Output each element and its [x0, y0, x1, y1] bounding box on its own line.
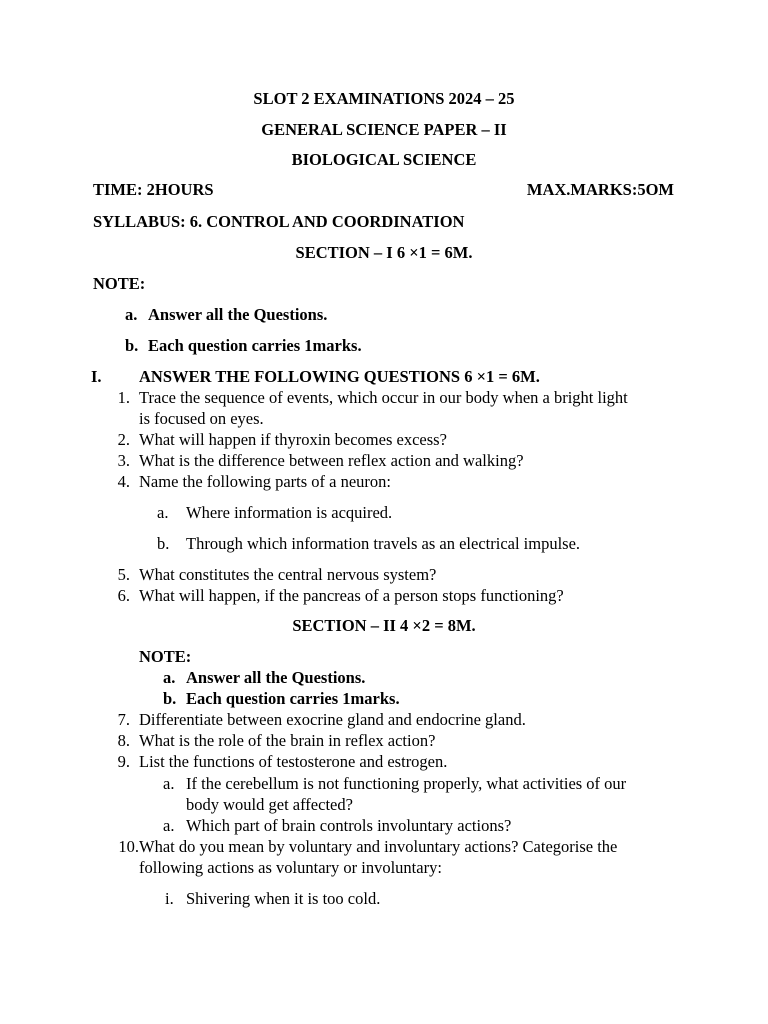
- question-1-line-2: is focused on eyes.: [139, 409, 264, 428]
- section-1-note-a-marker: a.: [125, 305, 138, 324]
- section-1-note-b: Each question carries 1marks.: [148, 336, 362, 355]
- exam-title: SLOT 2 EXAMINATIONS 2024 – 25: [253, 89, 515, 108]
- section-2-heading: SECTION – II 4 ×2 = 8M.: [292, 616, 476, 635]
- question-group-instruction: ANSWER THE FOLLOWING QUESTIONS 6 ×1 = 6M.: [139, 367, 540, 386]
- question-5-number: 5.: [117, 565, 130, 584]
- question-10-sub-i-marker: i.: [165, 889, 174, 908]
- question-9-sub-1-line-2: body would get affected?: [186, 795, 353, 814]
- question-9-number: 9.: [117, 752, 130, 771]
- section-1-note-b-marker: b.: [125, 336, 139, 355]
- question-9-sub-2-marker: a.: [163, 816, 175, 835]
- section-1-heading: SECTION – I 6 ×1 = 6M.: [295, 243, 473, 262]
- question-4-sub-a-marker: a.: [157, 503, 169, 522]
- question-group-roman: I.: [91, 367, 102, 386]
- question-7-number: 7.: [117, 710, 130, 729]
- section-2-note-label: NOTE:: [139, 647, 192, 666]
- question-9-sub-2: Which part of brain controls involuntary actions?: [186, 816, 512, 835]
- question-4-number: 4.: [117, 472, 130, 491]
- syllabus-label: SYLLABUS: 6. CONTROL AND COORDINATION: [93, 212, 465, 231]
- question-8: What is the role of the brain in reflex action?: [139, 731, 436, 750]
- paper-title: GENERAL SCIENCE PAPER – II: [261, 120, 507, 139]
- question-8-number: 8.: [117, 731, 130, 750]
- question-10-number: 10.: [118, 837, 139, 856]
- question-2: What will happen if thyroxin becomes excess?: [139, 430, 447, 449]
- question-1-number: 1.: [117, 388, 130, 407]
- question-10-line-2: following actions as voluntary or involuntary:: [139, 858, 442, 877]
- question-9-sub-1-marker: a.: [163, 774, 175, 793]
- question-4: Name the following parts of a neuron:: [139, 472, 392, 491]
- question-9: List the functions of testosterone and estrogen.: [139, 752, 448, 771]
- question-6-number: 6.: [117, 586, 130, 605]
- section-2-note-b: Each question carries 1marks.: [186, 689, 400, 708]
- question-7: Differentiate between exocrine gland and endocrine gland.: [139, 710, 526, 729]
- section-2-note-a-marker: a.: [163, 668, 176, 687]
- question-5: What constitutes the central nervous system?: [139, 565, 437, 584]
- question-4-sub-b-marker: b.: [157, 534, 170, 553]
- question-3-number: 3.: [117, 451, 130, 470]
- question-2-number: 2.: [117, 430, 130, 449]
- subject-title: BIOLOGICAL SCIENCE: [291, 150, 477, 169]
- question-10-sub-i: Shivering when it is too cold.: [186, 889, 381, 908]
- section-1-note-a: Answer all the Questions.: [148, 305, 328, 324]
- section-1-note-label: NOTE:: [93, 274, 146, 293]
- max-marks-label: MAX.MARKS:5OM: [526, 180, 674, 199]
- time-label: TIME: 2HOURS: [93, 180, 214, 199]
- question-4-sub-a: Where information is acquired.: [186, 503, 393, 522]
- question-6: What will happen, if the pancreas of a person stops functioning?: [139, 586, 564, 605]
- section-2-note-a: Answer all the Questions.: [186, 668, 366, 687]
- question-3: What is the difference between reflex action and walking?: [139, 451, 524, 470]
- question-1-line-1: Trace the sequence of events, which occur in our body when a bright light: [139, 388, 628, 407]
- question-9-sub-1-line-1: If the cerebellum is not functioning properly, what activities of our: [186, 774, 627, 793]
- question-10-line-1: What do you mean by voluntary and involuntary actions? Categorise the: [139, 837, 618, 856]
- section-2-note-b-marker: b.: [163, 689, 177, 708]
- question-4-sub-b: Through which information travels as an electrical impulse.: [186, 534, 581, 553]
